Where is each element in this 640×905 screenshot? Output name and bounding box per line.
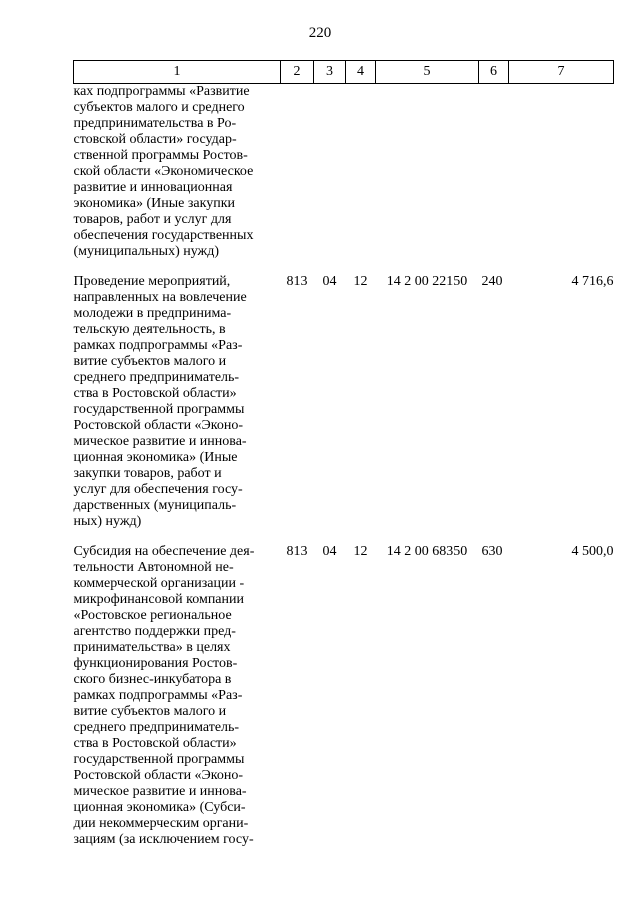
- header-cell: 5: [376, 61, 479, 84]
- header-cell: 1: [74, 61, 281, 84]
- row-subsection-code: [346, 84, 376, 275]
- row-subsection-code: 12: [353, 274, 368, 289]
- page-number: 220: [308, 25, 332, 41]
- row-section-code: 04: [322, 274, 337, 289]
- row-expense-type: 240: [481, 274, 503, 289]
- row-amount: 4 500,0: [571, 544, 614, 559]
- header-cell: 3: [314, 61, 346, 84]
- table-header-row: [74, 61, 614, 84]
- row-description: Проведение мероприятий, направленных на вовлечение молодежи в предпринима- тельскую деятельность, в рамках подпрограммы «Раз- витие субъектов малого и среднего предприниматель- ства в Ростовской области» государственной программы Ростовской области «Эконо- мическое развитие и иннова- ционная экономика» (Иные закупки товаров, работ и услуг для обеспечения госу- дарственных (муниципаль- ных) нужд): [73, 274, 247, 529]
- row-ministry-code: [281, 84, 314, 275]
- row-section-code: [314, 84, 346, 275]
- header-cell: 6: [479, 61, 509, 84]
- row-section-code: 04: [322, 544, 337, 559]
- row-amount: [509, 84, 614, 275]
- header-cell: 7: [509, 61, 614, 84]
- row-expense-type: 630: [481, 544, 503, 559]
- table-row: [74, 274, 614, 544]
- table-row: [74, 544, 614, 848]
- row-description: Субсидия на обеспечение дея- тельности Автономной не- коммерческой организации - микрофинансовой компании «Ростовское региональное агентство поддержки пред- принимательства» в целях функционирования Ростов- ского бизнес-инкубатора в рамках подпрограммы «Раз- витие субъектов малого и среднего предприниматель- ства в Ростовской области» государственной программы Ростовской области «Эконо- мическое развитие и иннова- ционная экономика» (Субси- дии некоммерческим органи- зациям (за исключением госу-: [73, 544, 255, 847]
- row-ministry-code: 813: [286, 544, 308, 559]
- row-description: ках подпрограммы «Развитие субъектов малого и среднего предпринимательства в Ро- стовской области» государ- ственной программы Ростов- ской области «Экономическое развитие и инновационная экономика» (Иные закупки товаров, работ и услуг для обеспечения государственных (муниципальных) нужд): [73, 84, 254, 259]
- row-expense-type: [479, 84, 509, 275]
- row-target-article: 14 2 00 22150: [386, 274, 468, 289]
- table-row: [74, 84, 614, 275]
- header-cell: 4: [346, 61, 376, 84]
- budget-table: [73, 60, 614, 848]
- row-ministry-code: 813: [286, 274, 308, 289]
- header-cell: 2: [281, 61, 314, 84]
- row-target-article: [376, 84, 479, 275]
- row-amount: 4 716,6: [571, 274, 614, 289]
- row-target-article: 14 2 00 68350: [386, 544, 468, 559]
- row-subsection-code: 12: [353, 544, 368, 559]
